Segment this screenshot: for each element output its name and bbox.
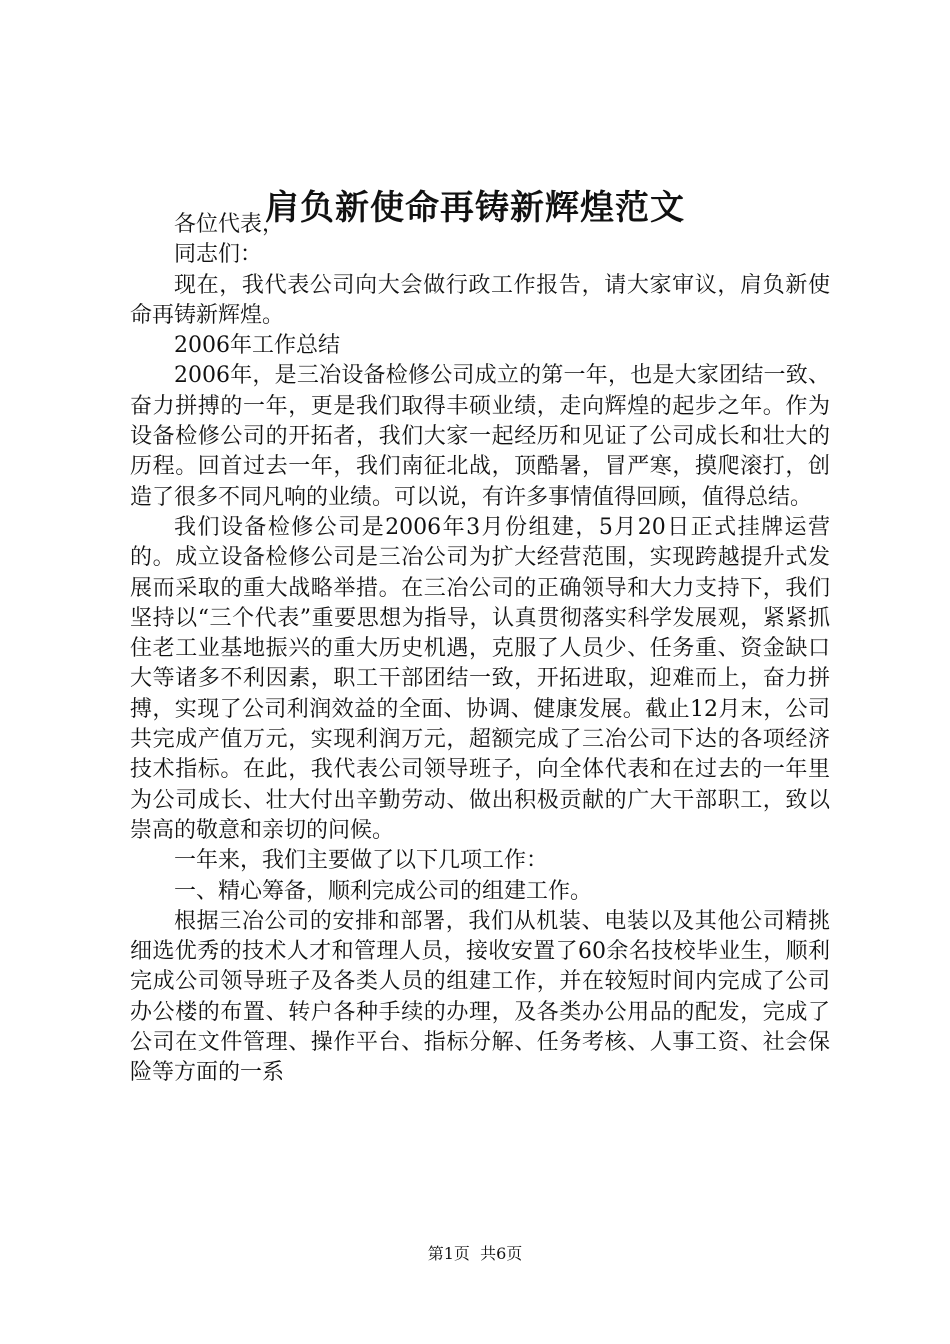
page-number: 第1页 [427, 1244, 470, 1263]
paragraph: 我们设备检修公司是2006年3月份组建，5月20日正式挂牌运营的。成立设备检修公司是三冶公司为扩大经营范围，实现跨越提升式发展而采取的重大战略举措。在三冶公司的正确领导和大力支持下，我们坚持以“三个代表”重要思想为指导，认真贯彻落实科学发展观，紧紧抓住老工业基地振兴的重大历史机遇，克服了人员少、任务重、资金缺口大等诸多不利因素，职工干部团结一致，开拓进取，迎难而上，奋力拼搏，实现了公司利润效益的全面、协调、健康发展。截止12月末，公司共完成产值万元，实现利润万元，超额完成了三冶公司下达的各项经济技术指标。在此，我代表公司领导班子，向全体代表和在过去的一年里为公司成长、壮大付出辛勤劳动、做出积极贡献的广大干部职工，致以崇高的敬意和亲切的问候。 [130, 514, 830, 843]
salutation-comrades: 同志们： [174, 242, 263, 268]
document-title: 肩负新使命再铸新辉煌范文 [265, 188, 685, 228]
subsection-heading: 一、精心筹备，顺利完成公司的组建工作。 [174, 878, 593, 904]
section-heading: 2006年工作总结 [174, 333, 340, 359]
paragraph: 2006年，是三冶设备检修公司成立的第一年，也是大家团结一致、奋力拼搏的一年，更是我们取得丰硕业绩，走向辉煌的起步之年。作为设备检修公司的开拓者，我们大家一起经历和见证了公司成长和壮大的历程。回首过去一年，我们南征北战，顶酷暑，冒严寒，摸爬滚打，创造了很多不同凡响的业绩。可以说，有许多事情值得回顾，值得总结。 [130, 363, 830, 510]
salutation-delegates: 各位代表， [174, 212, 285, 237]
page-footer [0, 1241, 950, 1264]
page-total: 共6页 [480, 1244, 523, 1263]
document-body [130, 210, 830, 1089]
paragraph: 根据三冶公司的安排和部署，我们从机装、电装以及其他公司精挑细选优秀的技术人才和管理人员，接收安置了60余名技校毕业生，顺利完成公司领导班子及各类人员的组建工作，并在较短时间内完成了公司办公楼的布置、转户各种手续的办理，及各类办公用品的配发，完成了公司在文件管理、操作平台、指标分解、任务考核、人事工资、社会保险等方面的一系 [130, 908, 830, 1086]
paragraph: 现在，我代表公司向大会做行政工作报告，请大家审议，肩负新使命再铸新辉煌。 [130, 272, 830, 328]
paragraph: 一年来，我们主要做了以下几项工作： [174, 848, 549, 874]
